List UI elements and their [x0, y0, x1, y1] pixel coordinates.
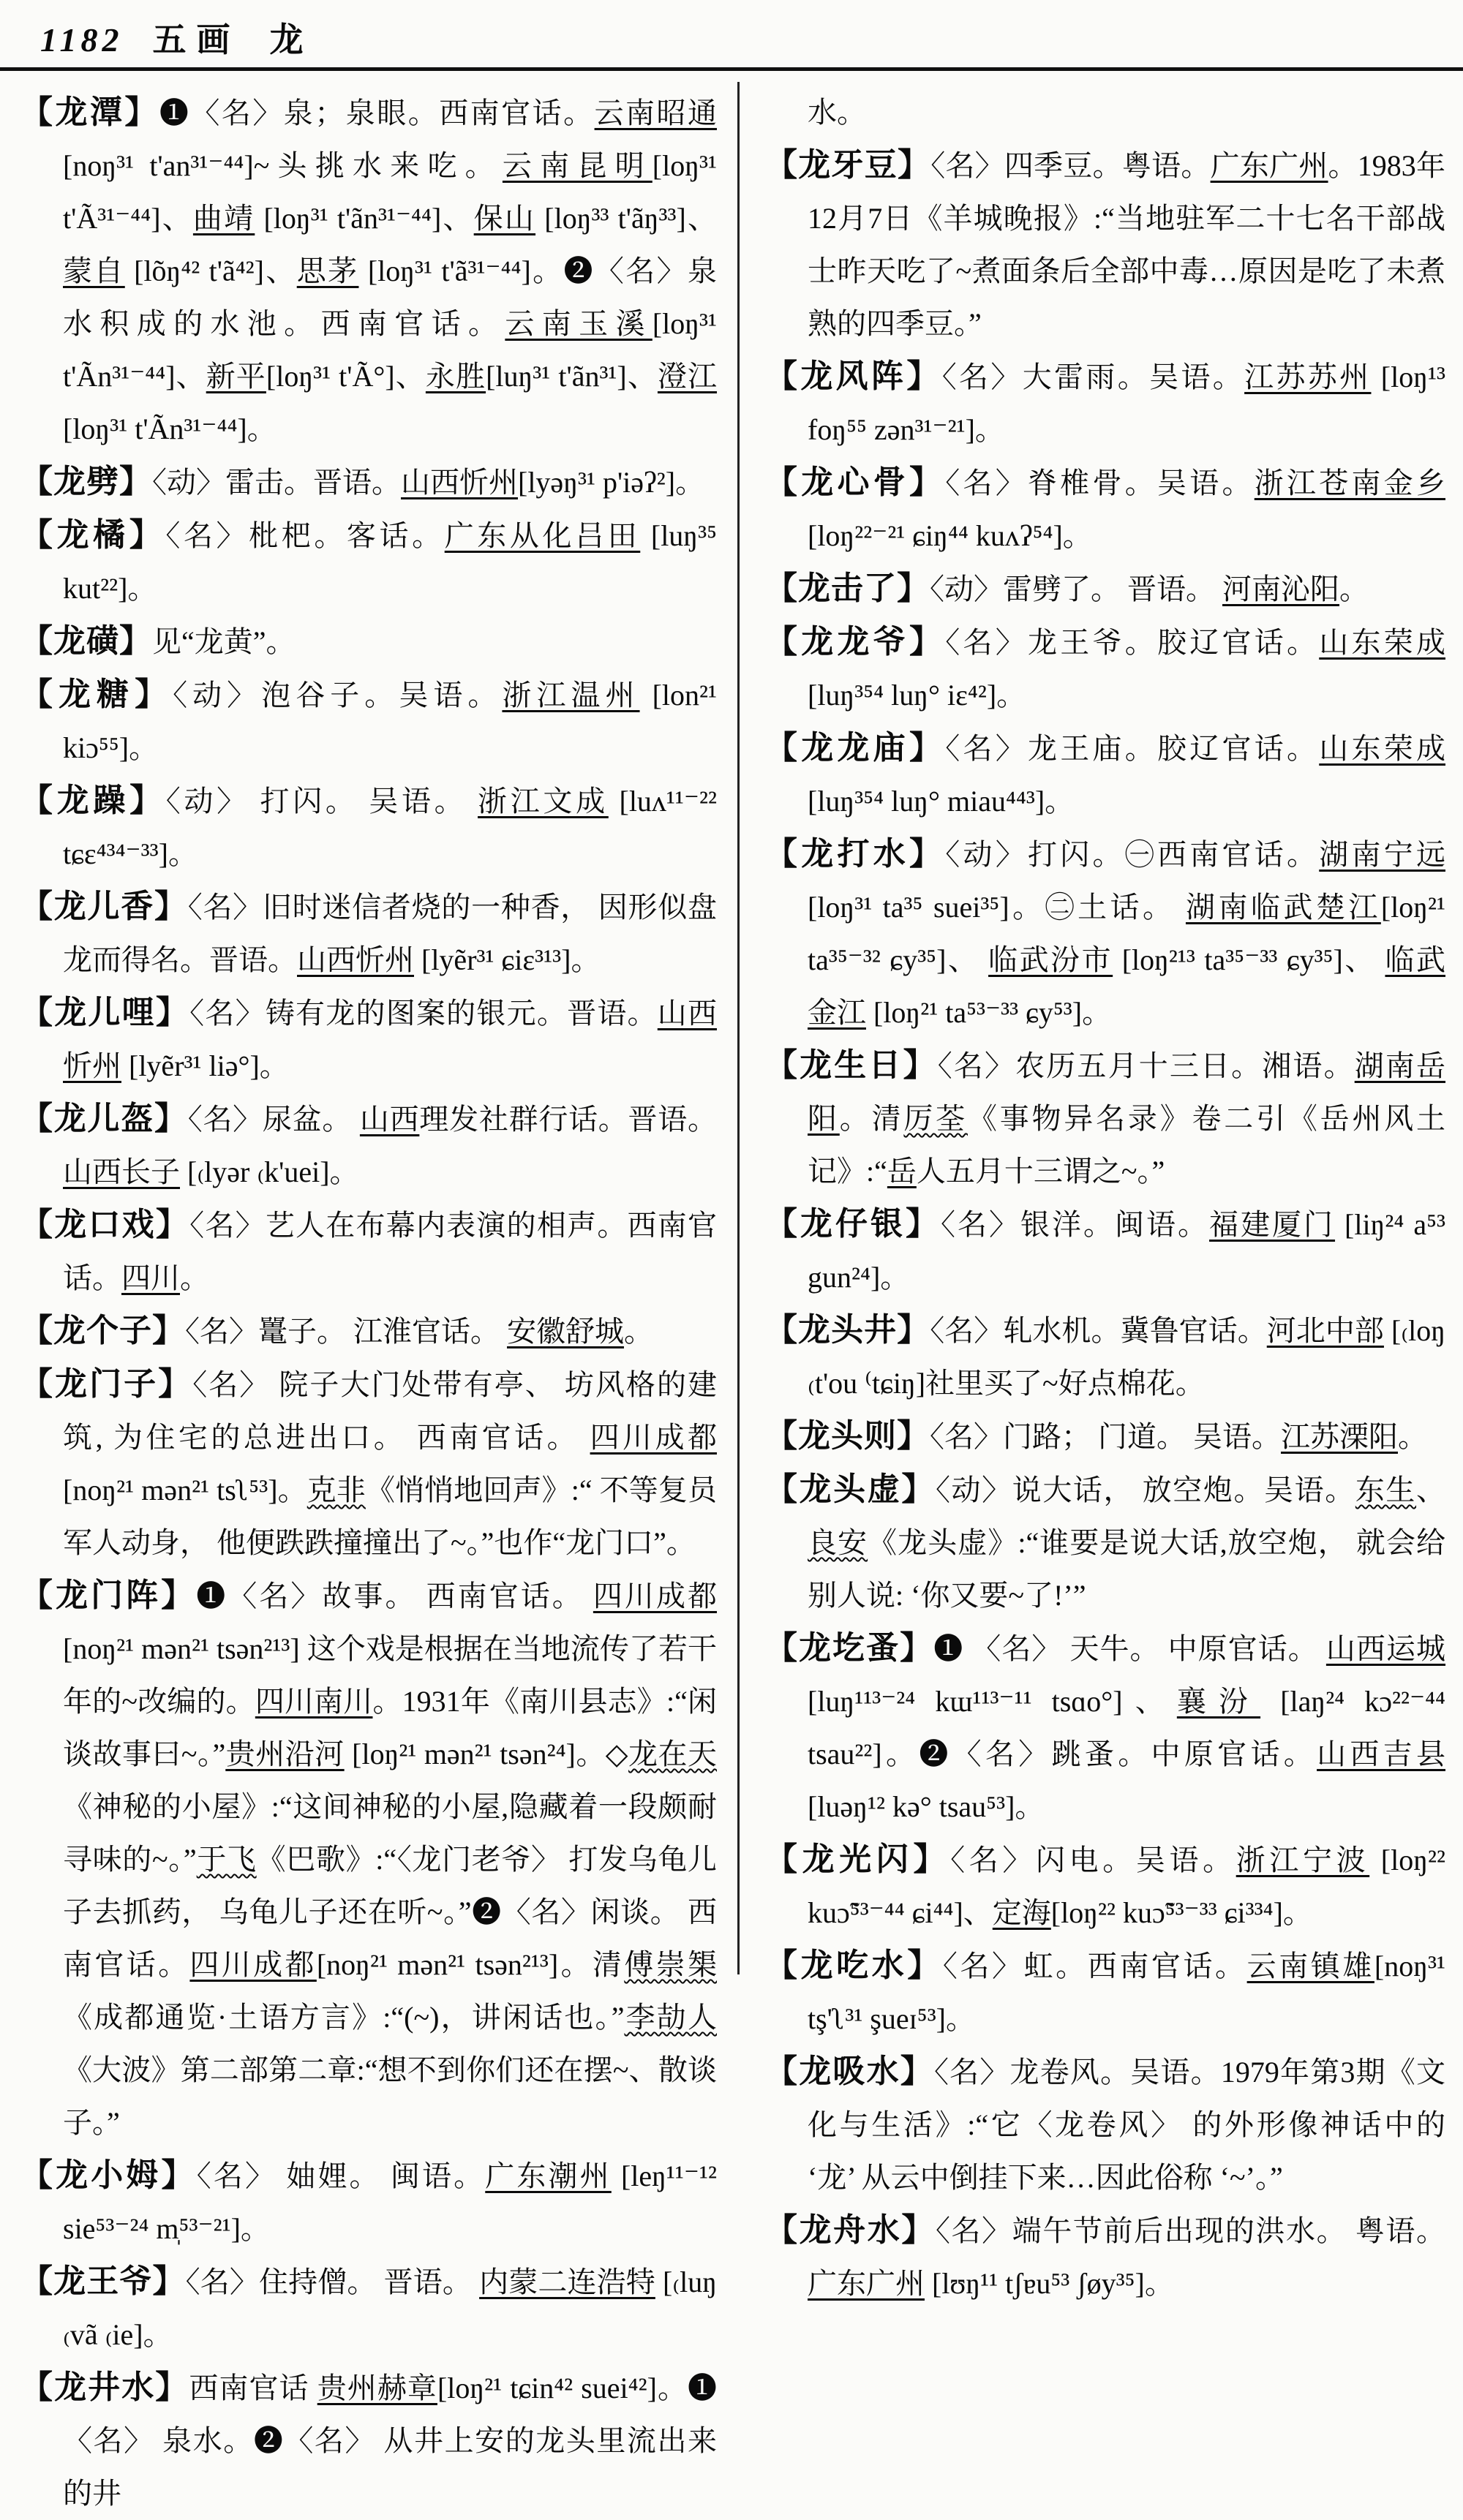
entry-text: [loŋ³¹ t'ãn³¹⁻⁴⁴]、 — [255, 202, 474, 235]
entry-headword: 【龙口戏】 — [20, 1207, 190, 1242]
proper-name: 厉荃 — [903, 1102, 968, 1135]
entry-text: [loŋ²¹ ta³⁵⁻³² ɕy³⁵]、 — [808, 891, 1446, 976]
entry-text: [lyẽr³¹ ɕiɛ³¹³]。 — [414, 943, 601, 976]
place-name: 山西忻州 — [401, 466, 518, 499]
entry-headword: 【龙个子】 — [20, 1313, 185, 1348]
entry-text: 〈名〉尿盆。 — [187, 1103, 360, 1136]
dict-entry — [20, 668, 717, 774]
entry-headword: 【龙吸水】 — [765, 2053, 934, 2089]
dict-entry — [20, 1199, 717, 1305]
place-name: 湖南临武楚江 — [1185, 891, 1381, 924]
entry-text: 〈动〉雷击。晋语。 — [152, 466, 401, 499]
entry-text: 〈名〉铸有龙的图案的银元。晋语。 — [189, 997, 658, 1030]
entry-headword: 【龙劈】 — [20, 464, 152, 499]
place-name: 永胜 — [425, 360, 486, 393]
place-name: 浙江宁波 — [1236, 1844, 1370, 1876]
entry-text: [loŋ³¹ t'Ã°]、 — [266, 360, 426, 393]
entry-text: 〈名〉端午节前后出现的洪水。 粤语。 — [935, 2214, 1446, 2247]
place-name: 广东潮州 — [485, 2159, 612, 2192]
dict-entry — [765, 2045, 1445, 2204]
dict-entry — [765, 562, 1445, 616]
entry-text: 〈名〉大雷雨。吴语。 — [941, 361, 1245, 393]
entry-text: [luʌ¹¹⁻²² tɕɛ⁴³⁴⁻³³]。 — [63, 785, 718, 870]
dict-entry — [765, 139, 1445, 350]
entry-text: 〈名〉艺人在布幕内表演的相声。西南官话。 — [63, 1209, 718, 1294]
proper-name: 良安 — [808, 1526, 868, 1559]
place-name: 山西长子 — [63, 1155, 180, 1188]
entry-text: [luŋ³⁵ kut²²]。 — [63, 519, 718, 605]
entry-text: [₍luŋ ₍vã ₍ie]。 — [63, 2266, 718, 2351]
page-number: 1182 — [40, 21, 124, 59]
proper-name: 傅崇榘 — [624, 1948, 718, 1981]
entry-headword: 【龙圪蚤】 — [765, 1630, 934, 1666]
entry-headword: 【龙门阵】 — [20, 1577, 197, 1613]
dict-entry — [765, 1304, 1445, 1410]
radical-title: 龙 — [269, 21, 314, 59]
entry-text: [loŋ¹³ foŋ⁵⁵ zən³¹⁻²¹]。 — [808, 361, 1446, 446]
entry-text: 〈动〉雷劈了。 晋语。 — [930, 573, 1222, 606]
proper-name: 于飞 — [196, 1843, 257, 1876]
place-name: 四川成都 — [189, 1948, 317, 1981]
place-name: 岳 — [887, 1155, 917, 1188]
place-name: 云南玉溪 — [505, 307, 652, 340]
place-name: 云南昆明 — [502, 149, 652, 182]
entry-text: [loŋ²¹ mən²¹ tsən²⁴]。◇ — [344, 1738, 629, 1770]
place-name: 四川成都 — [590, 1421, 718, 1454]
entry-text: 《神秘的小屋》:“这间神秘的小屋,隐藏着一段颇耐寻味的~。” — [63, 1790, 717, 1876]
entry-text: [luŋ³¹ t'ãn³¹]、 — [486, 360, 658, 393]
entry-headword: 【龙井水】 — [20, 2369, 189, 2405]
place-name: 安徽舒城 — [507, 1315, 624, 1348]
place-name: 蒙自 — [63, 254, 125, 287]
entry-text: [lyəŋ³¹ p'iəʔ²]。 — [518, 466, 705, 499]
entry-text: 《事物异名录》卷二引《岳州风土记》:“ — [808, 1102, 1446, 1188]
entry-text: [lʊŋ¹¹ tʃɐu⁵³ ʃøy³⁵]。 — [925, 2267, 1174, 2300]
entry-headword: 【龙糖】 — [20, 676, 173, 712]
dict-entry — [20, 1569, 717, 2149]
entry-text: 〈名〉枇杷。客话。 — [165, 519, 445, 552]
dict-entry — [20, 456, 717, 509]
entry-text: 〈名〉旧时迷信者烧的一种香， 因形似盘龙而得名。晋语。 — [63, 891, 718, 976]
entry-text: 《大波》第二部第二章:“想不到你们还在摆~、散谈子。” — [63, 2053, 717, 2139]
entry-text: [laŋ²⁴ kɔ²²⁻⁴⁴ tsau²²]。❷〈名〉跳蚤。中原官话。 — [808, 1685, 1445, 1770]
entry-text: [loŋ³¹ t'Ãn³¹⁻⁴⁴]。 — [63, 412, 277, 445]
entry-headword: 【龙仔银】 — [765, 1206, 941, 1242]
dict-entry — [765, 1833, 1445, 1939]
entry-text: [loŋ³¹ ta³⁵ suei³⁵]。㊁土话。 — [808, 891, 1186, 924]
dict-entry — [765, 1939, 1445, 2045]
place-name: 浙江苍南金乡 — [1254, 467, 1445, 499]
header-rule — [0, 67, 1463, 71]
entry-headword: 【龙门子】 — [20, 1366, 193, 1402]
entry-text: 见“龙黄”。 — [152, 625, 296, 658]
dict-entry — [765, 722, 1445, 828]
place-name: 四川 — [121, 1261, 180, 1294]
entry-text: 。 — [1398, 1420, 1427, 1453]
entry-headword: 【龙王爷】 — [20, 2263, 186, 2299]
dict-entry — [20, 2361, 717, 2520]
place-name: 定海 — [992, 1896, 1051, 1929]
entry-text: 〈名〉鼍子。 江淮官话。 — [185, 1315, 507, 1348]
place-name: 山西忻州 — [297, 943, 414, 976]
column-left — [20, 86, 717, 2520]
place-name: 山西运城 — [1325, 1632, 1446, 1665]
stroke-section-title: 五画 — [152, 21, 241, 59]
entry-text: [lon²¹ kiɔ⁵⁵]。 — [63, 679, 718, 764]
place-name: 贵州赫章 — [317, 2372, 437, 2404]
dict-entry — [20, 86, 717, 456]
dict-entry — [765, 828, 1445, 1039]
entry-text: [noŋ³¹ tş'ʅ³¹ şueɪ⁵³]。 — [808, 1950, 1446, 2035]
entry-headword: 【龙儿哩】 — [20, 995, 190, 1030]
place-name: 福建厦门 — [1209, 1208, 1336, 1241]
entry-headword: 【龙光闪】 — [765, 1841, 951, 1877]
entry-text: 〈名〉虹。西南官话。 — [942, 1950, 1247, 1983]
entry-text: [leŋ¹¹⁻¹² sie⁵³⁻²⁴ m̩⁵³⁻²¹]。 — [63, 2159, 718, 2245]
entry-text: [lõŋ⁴² t'ã⁴²]、 — [124, 254, 297, 287]
dict-entry — [765, 456, 1445, 562]
entry-text: [loŋ²¹ ta⁵³⁻³³ ɕy⁵³]。 — [866, 996, 1112, 1029]
dict-entry — [765, 1039, 1445, 1198]
entry-headword: 【龙橘】 — [20, 517, 166, 553]
entry-text: [noŋ²¹ mən²¹ tsən²¹³] 这个戏是根据在当地流传了若干年的~改编的。 — [63, 1632, 717, 1718]
place-name: 湖南宁远 — [1319, 838, 1445, 871]
entry-text: 。1931年《南川县志》:“闲谈故事曰~。” — [63, 1685, 718, 1770]
entry-text: 《巴歌》:“〈龙门老爷〉 打发乌龟儿子去抓药， 乌龟儿子还在听~。”❷〈名〉闲谈。 西南官话。 — [63, 1843, 717, 1981]
entry-headword: 【龙舟水】 — [765, 2212, 936, 2248]
entry-text: [loŋ³¹ t'Ãn³¹⁻⁴⁴]、 — [63, 307, 718, 393]
entry-text: [loŋ²¹ tɕin⁴² suei⁴²]。❶〈名〉 泉水。❷〈名〉 从井上安的龙头里流出来的井 — [63, 2372, 718, 2510]
entry-text: [loŋ³¹ t'Ã³¹⁻⁴⁴]、 — [63, 149, 717, 235]
entry-headword: 【龙打水】 — [765, 836, 946, 872]
entry-headword: 【龙躁】 — [20, 782, 166, 818]
place-name: 保山 — [473, 202, 536, 235]
place-name: 山东荣成 — [1319, 732, 1445, 765]
dict-entry — [20, 2149, 717, 2255]
entry-text: [noŋ²¹ mən²¹ tsʅ⁵³]。 — [63, 1474, 307, 1506]
proper-name: 李劼人 — [624, 2001, 717, 2034]
entry-text: 〈名〉龙王爷。胶辽官话。 — [945, 626, 1320, 659]
entry-text: [loŋ³¹ t'ã³¹⁻⁴⁴]。❷〈名〉泉水积成的水池。西南官话。 — [63, 254, 718, 340]
place-name: 内蒙二连浩特 — [479, 2266, 655, 2298]
entry-text: 〈动〉说大话， 放空炮。吴语。 — [935, 1474, 1355, 1506]
proper-name: 龙在天 — [628, 1738, 717, 1770]
entry-text: [loŋ²² kuɔ̃⁵³⁻³³ ɕi³³⁴]。 — [1050, 1896, 1312, 1929]
entry-text: 、 — [1416, 1474, 1446, 1506]
place-name: 四川成都 — [593, 1580, 718, 1612]
entry-text: 〈名〉脊椎骨。吴语。 — [945, 467, 1255, 499]
entry-headword: 【龙心骨】 — [765, 464, 946, 500]
entry-headword: 【龙牙豆】 — [765, 147, 931, 183]
place-name: 澄江 — [657, 360, 718, 393]
entry-text: [loŋ²² kuɔ̃⁵³⁻⁴⁴ ɕi⁴⁴]、 — [808, 1844, 1446, 1929]
place-name: 山西吉县 — [1317, 1738, 1445, 1770]
dict-entry — [20, 880, 717, 987]
proper-name: 克非 — [306, 1474, 366, 1506]
entry-text: 〈动〉打闪。㊀西南官话。 — [945, 838, 1320, 871]
entry-headword: 【龙儿盔】 — [20, 1101, 188, 1136]
entry-text: ❶〈名〉故事。 西南官话。 — [196, 1580, 593, 1612]
entry-text: 〈名〉门路； 门道。 吴语。 — [930, 1420, 1281, 1453]
entry-text: 《成都通览·土语方言》:“(~)，讲闲话也。” — [63, 2001, 625, 2034]
entry-headword: 【龙头井】 — [765, 1312, 930, 1348]
entry-text: 西南官话 — [189, 2372, 317, 2404]
dict-entry — [20, 509, 717, 615]
entry-text: [₍loŋ ₍t'ou ⁽tɕiŋ]社里买了~好点棉花。 — [808, 1314, 1446, 1400]
entry-text: 〈名〉龙王庙。胶辽官话。 — [945, 732, 1320, 765]
entry-text: 〈名〉闪电。吴语。 — [950, 1844, 1236, 1876]
place-name: 湖南岳阳 — [808, 1049, 1446, 1135]
place-name: 江苏苏州 — [1244, 361, 1372, 393]
entry-text: [loŋ³³ t'ãŋ³³]、 — [535, 202, 718, 235]
place-name: 临武汾市 — [988, 943, 1113, 976]
entry-text: 〈名〉四季豆。粤语。 — [930, 149, 1211, 182]
dict-entry — [20, 2255, 717, 2361]
dict-entry — [765, 1198, 1445, 1304]
entry-text: 〈名〉 院子大门处带有亭、 坊风格的建筑, 为住宅的总进出口。 西南官话。 — [63, 1368, 718, 1454]
dict-entry — [765, 1622, 1445, 1833]
entry-headword: 【龙生日】 — [765, 1047, 938, 1083]
dict-entry — [20, 987, 717, 1093]
place-name: 云南镇雄 — [1246, 1950, 1374, 1983]
place-name: 河北中部 — [1266, 1314, 1384, 1347]
dict-entry — [765, 616, 1445, 722]
entry-headword: 【龙潭】 — [20, 94, 159, 130]
entry-text: 〈动〉 打闪。 吴语。 — [165, 785, 478, 818]
place-name: 新平 — [206, 360, 266, 393]
proper-name: 东生 — [1355, 1474, 1417, 1506]
dict-entry — [20, 774, 717, 880]
dict-entry — [20, 1358, 717, 1569]
dict-entry — [20, 615, 717, 668]
entry-text: 〈名〉 妯娌。 闽语。 — [196, 2159, 486, 2192]
dict-entry — [765, 1410, 1445, 1463]
entry-text: 。 — [624, 1315, 653, 1348]
place-name: 贵州沿河 — [225, 1738, 345, 1770]
place-name: 临武金江 — [808, 943, 1445, 1029]
dict-entry — [20, 1305, 717, 1358]
place-name: 山西忻州 — [63, 997, 718, 1082]
dict-entry — [765, 2204, 1445, 2310]
place-name: 四川南川 — [255, 1685, 373, 1718]
entry-text: 理发社群行话。晋语。 — [419, 1103, 718, 1136]
entry-text: 〈名〉银洋。闽语。 — [941, 1208, 1210, 1241]
dict-entry — [765, 86, 1445, 139]
place-name: 广东从化吕田 — [444, 519, 641, 552]
place-name: 山东荣成 — [1319, 626, 1445, 659]
place-name: 襄汾 — [1176, 1685, 1261, 1718]
entry-text: 〈名〉农历五月十三日。湘语。 — [937, 1049, 1355, 1082]
place-name: 山西 — [359, 1103, 420, 1136]
entry-text: ❶〈名〉泉；泉眼。西南官话。 — [159, 97, 595, 129]
entry-headword: 【龙头虚】 — [765, 1471, 936, 1507]
place-name: 广东广州 — [1210, 149, 1328, 182]
entry-text: 。清 — [839, 1102, 904, 1135]
entry-text: 〈名〉住持僧。 晋语。 — [185, 2266, 480, 2298]
place-name: 浙江温州 — [502, 679, 640, 712]
entry-text: 《悄悄地回声》:“ 不等复员军人动身， 他便跌跌撞撞出了~。”也作“龙门口”。 — [63, 1474, 717, 1559]
dict-entry — [765, 1463, 1445, 1622]
entry-text: [luŋ³⁵⁴ luŋ° iɛ⁴²]。 — [808, 679, 1026, 712]
entry-text: [noŋ³¹ t'an³¹⁻⁴⁴]~头挑水来吃。 — [63, 149, 503, 182]
entry-headword: 【龙儿香】 — [20, 889, 188, 924]
place-name: 广东广州 — [808, 2267, 925, 2300]
entry-text: 水。 — [808, 96, 866, 129]
entry-text: [noŋ²¹ mən²¹ tsən²¹³]。清 — [316, 1948, 625, 1981]
page-header — [40, 13, 1441, 61]
entry-text: 《龙头虚》:“谁要是说大话,放空炮， 就会给别人说: ‘你又要~了!’” — [808, 1526, 1445, 1612]
place-name: 思茅 — [296, 254, 359, 287]
column-divider — [737, 82, 740, 1974]
entry-text: [luəŋ¹² kə° tsau⁵³]。 — [808, 1790, 1045, 1823]
entry-headword: 【龙吃水】 — [765, 1947, 943, 1983]
entry-text: [loŋ²²⁻²¹ ɕiŋ⁴⁴ kuʌʔ⁵⁴]。 — [808, 519, 1092, 552]
entry-text: [lyẽr³¹ liə°]。 — [121, 1049, 289, 1082]
entry-headword: 【龙风阵】 — [765, 358, 942, 394]
dict-entry — [20, 1093, 717, 1199]
entry-text: [luŋ¹¹³⁻²⁴ kɯ¹¹³⁻¹¹ tsɑo°]、 — [808, 1685, 1177, 1718]
entry-headword: 【龙头则】 — [765, 1418, 930, 1454]
place-name: 浙江文成 — [478, 785, 609, 818]
entry-text: 。 — [1339, 573, 1369, 606]
dict-entry — [765, 350, 1445, 456]
entry-headword: 【龙击了】 — [765, 570, 930, 606]
entry-text: [loŋ²¹³ ta³⁵⁻³³ ɕy³⁵]、 — [1113, 943, 1385, 976]
entry-text: 。 — [180, 1261, 209, 1294]
entry-text: 〈名〉轧水机。冀鲁官话。 — [930, 1314, 1267, 1347]
entry-text: [luŋ³⁵⁴ luŋ° miau⁴⁴³]。 — [808, 785, 1075, 818]
entry-text: 〈动〉泡谷子。吴语。 — [173, 679, 503, 712]
entry-text: [liŋ²⁴ a⁵³ gun²⁴]。 — [808, 1208, 1446, 1294]
entry-headword: 【龙磺】 — [20, 623, 152, 659]
place-name: 云南昭通 — [594, 97, 718, 129]
entry-headword: 【龙小姆】 — [20, 2157, 197, 2193]
entry-text: ❶ 〈名〉 天牛。 中原官话。 — [933, 1632, 1326, 1665]
entry-headword: 【龙龙爷】 — [765, 624, 946, 660]
entry-headword: 【龙龙庙】 — [765, 730, 946, 766]
place-name: 曲靖 — [192, 202, 255, 235]
column-right — [765, 86, 1445, 2310]
entry-text: [₍lyər ₍k'uei]。 — [180, 1155, 359, 1188]
place-name: 河南沁阳 — [1222, 573, 1339, 606]
entry-text: 人五月十三谓之~。” — [916, 1155, 1165, 1188]
entry-text: 。1983年12月7日《羊城晚报》:“当地驻军二十七名干部战士昨天吃了~煮面条后全部中毒…原因是吃了未煮熟的四季豆。” — [808, 149, 1446, 340]
entry-text: 〈名〉龙卷风。吴语。1979年第3期《文化与生活》:“它〈龙卷风〉 的外形像神话中的 ‘龙’ 从云中倒挂下来…因此俗称 ‘~’。” — [808, 2056, 1446, 2194]
place-name: 江苏溧阳 — [1281, 1420, 1398, 1453]
